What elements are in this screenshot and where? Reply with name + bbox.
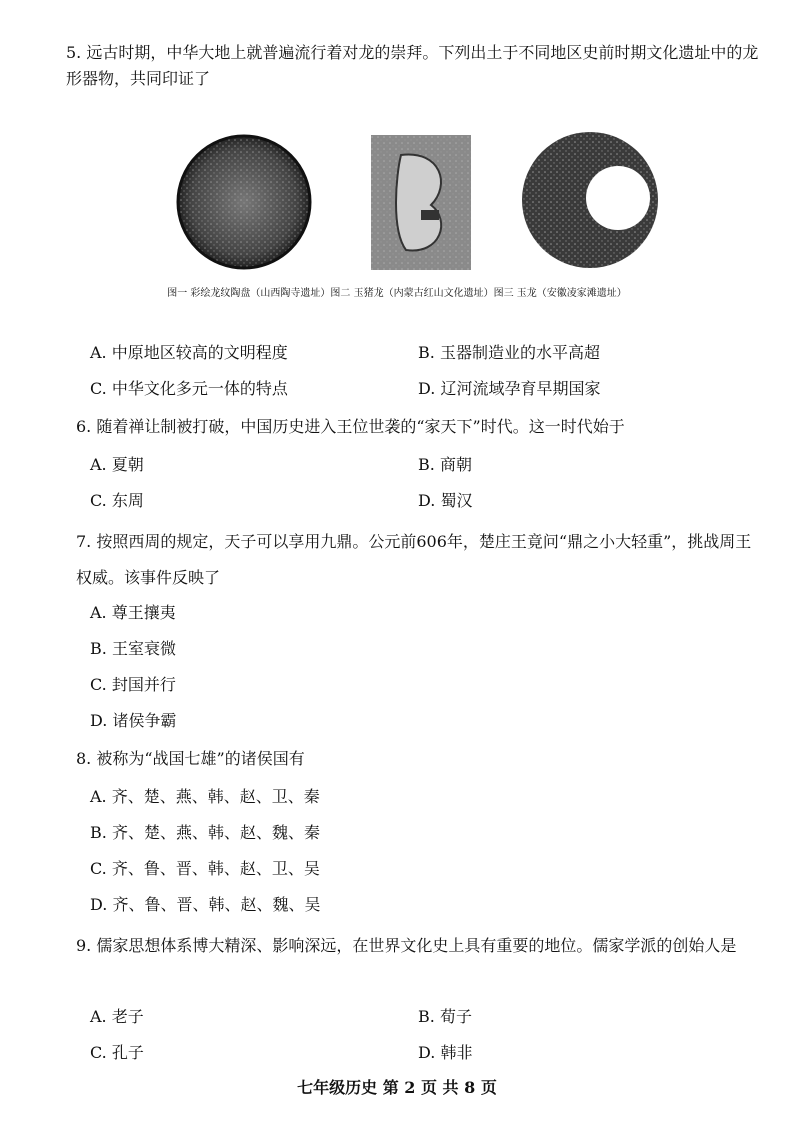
option-b[interactable]: B. 荀子 xyxy=(418,1007,472,1026)
question-stem: 7. 按照西周的规定，天子可以享用九鼎。公元前606年，楚庄王竟问“鼎之小大轻重”，挑战周王权威。该事件反映了 xyxy=(76,532,752,587)
option-a[interactable]: A. 夏朝 xyxy=(90,455,144,474)
option-d[interactable]: D. 齐、鲁、晋、韩、赵、魏、吴 xyxy=(90,895,321,914)
figures xyxy=(0,128,794,288)
question-stem: 9. 儒家思想体系博大精深、影响深远，在世界文化史上具有重要的地位。儒家学派的创始人是 xyxy=(76,936,737,955)
jade-dragon-ring-image xyxy=(520,128,660,273)
option-b[interactable]: B. 王室衰微 xyxy=(90,639,176,658)
option-a[interactable]: A. 老子 xyxy=(90,1007,144,1026)
option-d[interactable]: D. 诸侯争霸 xyxy=(90,711,177,730)
option-d[interactable]: D. 韩非 xyxy=(418,1043,473,1062)
option-c[interactable]: C. 齐、鲁、晋、韩、赵、卫、吴 xyxy=(90,859,320,878)
page-footer: 七年级历史 第 2 页 共 8 页 xyxy=(297,1078,497,1097)
option-c[interactable]: C. 东周 xyxy=(90,491,144,510)
figure-caption: 图一 彩绘龙纹陶盘（山西陶寺遗址）图二 玉猪龙（内蒙古红山文化遗址）图三 玉龙（安徽凌家滩遗址） xyxy=(167,288,627,299)
question-5 xyxy=(66,40,764,92)
option-c[interactable]: C. 中华文化多元一体的特点 xyxy=(90,379,288,398)
option-b[interactable]: B. 商朝 xyxy=(418,455,472,474)
question-stem: 8. 被称为“战国七雄”的诸侯国有 xyxy=(76,749,305,768)
option-d[interactable]: D. 蜀汉 xyxy=(418,491,473,510)
option-b[interactable]: B. 玉器制造业的水平高超 xyxy=(418,343,600,362)
option-a[interactable]: A. 尊王攘夷 xyxy=(90,603,176,622)
painted-dragon-plate-image xyxy=(174,132,314,272)
option-c[interactable]: C. 封国并行 xyxy=(90,675,176,694)
question-6 xyxy=(76,414,764,440)
option-b[interactable]: B. 齐、楚、燕、韩、赵、魏、秦 xyxy=(90,823,320,842)
option-a[interactable]: A. 中原地区较高的文明程度 xyxy=(90,343,288,362)
option-d[interactable]: D. 辽河流域孕育早期国家 xyxy=(418,379,601,398)
question-9 xyxy=(76,928,764,964)
option-a[interactable]: A. 齐、楚、燕、韩、赵、卫、秦 xyxy=(90,787,320,806)
option-c[interactable]: C. 孔子 xyxy=(90,1043,144,1062)
jade-pig-dragon-image xyxy=(371,135,471,270)
question-stem: 5. 远古时期，中华大地上就普遍流行着对龙的崇拜。下列出土于不同地区史前时期文化遗址中的龙形器物，共同印证了 xyxy=(66,43,759,88)
question-stem: 6. 随着禅让制被打破，中国历史进入王位世袭的“家天下”时代。这一时代始于 xyxy=(76,417,625,436)
question-7 xyxy=(76,524,764,596)
question-8 xyxy=(76,746,764,772)
